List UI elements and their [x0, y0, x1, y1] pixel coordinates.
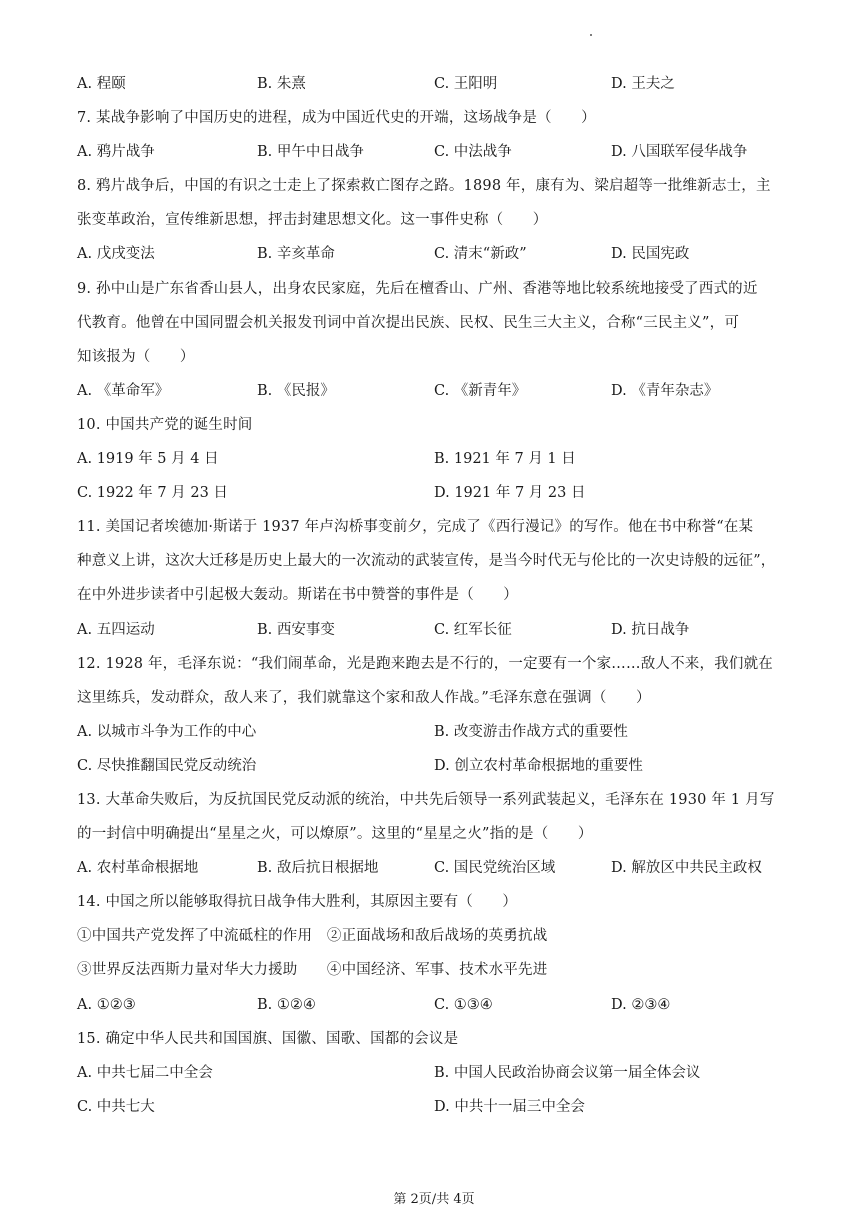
q14-option-d: D. ②③④: [611, 997, 671, 1013]
q12-stem-line-1: 12. 1928 年，毛泽东说：“我们闹革命，光是跑来跑去是不行的，一定要有一个家……敌人不来，我们就在: [77, 656, 773, 672]
q8-stem-line-1: 8. 鸦片战争后，中国的有识之士走上了探索救亡图存之路。1898 年，康有为、梁启超等一批维新志士，主: [77, 178, 771, 194]
q15-options-row-1: [77, 1063, 797, 1083]
q13-option-c: C. 国民党统治区域: [434, 860, 556, 876]
q9-stem-line-2: 代教育。他曾在中国同盟会机关报发刊词中首次提出民族、民权、民生三大主义，合称“三民主义”，可: [77, 315, 740, 331]
q13-option-a: A. 农村革命根据地: [77, 860, 199, 876]
q9-stem-line-1: 9. 孙中山是广东省香山县人，出身农民家庭，先后在檀香山、广州、香港等地比较系统地接受了西式的近: [77, 281, 758, 297]
q12-option-a: A. 以城市斗争为工作的中心: [77, 724, 257, 740]
q13-option-d: D. 解放区中共民主政权: [611, 860, 762, 876]
q11-option-b: B. 西安事变: [257, 622, 335, 638]
q11-option-c: C. 红军长征: [434, 622, 512, 638]
q11-stem-line-2: 种意义上讲，这次大迁移是历史上最大的一次流动的武装宣传，是当今时代无与伦比的一次史诗般的远征”，: [77, 553, 776, 569]
q10-option-a: A. 1919 年 5 月 4 日: [77, 451, 219, 467]
q11-stem-line-1: 11. 美国记者埃德加·斯诺于 1937 年卢沟桥事变前夕，完成了《西行漫记》的写作。他在书中称誉“在某: [77, 519, 754, 535]
q8-option-c: C. 清末“新政”: [434, 246, 527, 262]
q15-option-c: C. 中共七大: [77, 1099, 155, 1115]
q10-option-d: D. 1921 年 7 月 23 日: [434, 485, 586, 501]
q13-option-b: B. 敌后抗日根据地: [257, 860, 379, 876]
q10-options-row-2: [77, 483, 797, 503]
q15-stem: 15. 确定中华人民共和国国旗、国徽、国歌、国都的会议是: [77, 1031, 459, 1047]
q14-statements-2: ③世界反法西斯力量对华大力援助 ④中国经济、军事、技术水平先进: [77, 962, 548, 978]
q9-options: [77, 381, 797, 401]
q9-option-c: C. 《新青年》: [434, 383, 527, 399]
q7-option-d: D. 八国联军侵华战争: [611, 144, 748, 160]
q12-option-c: C. 尽快推翻国民党反动统治: [77, 758, 257, 774]
q7-option-a: A. 鸦片战争: [77, 144, 155, 160]
q11-stem-line-3: 在中外进步读者中引起极大轰动。斯诺在书中赞誉的事件是（ ）: [77, 587, 518, 603]
q15-option-d: D. 中共十一届三中全会: [434, 1099, 585, 1115]
q14-options: [77, 995, 797, 1015]
page-number-footer: 第 2页/共 4页: [393, 1192, 475, 1207]
q15-option-b: B. 中国人民政治协商会议第一届全体会议: [434, 1065, 701, 1081]
q14-statements-1: ①中国共产党发挥了中流砥柱的作用 ②正面战场和敌后战场的英勇抗战: [77, 928, 548, 944]
q15-option-a: A. 中共七届二中全会: [77, 1065, 213, 1081]
q12-options-row-2: [77, 756, 797, 776]
q7-options: [77, 142, 797, 162]
scan-dot: [590, 34, 592, 36]
q10-option-b: B. 1921 年 7 月 1 日: [434, 451, 576, 467]
q14-stem: 14. 中国之所以能够取得抗日战争伟大胜利，其原因主要有（ ）: [77, 894, 518, 910]
q6-options: [77, 74, 797, 94]
q10-options-row-1: [77, 449, 797, 469]
q6-option-d: D. 王夫之: [611, 76, 675, 92]
q12-stem-line-2: 这里练兵，发动群众，敌人来了，我们就靠这个家和敌人作战。”毛泽东意在强调（ ）: [77, 690, 651, 706]
q7-stem: 7. 某战争影响了中国历史的进程，成为中国近代史的开端，这场战争是（ ）: [77, 110, 596, 126]
q12-options-row-1: [77, 722, 797, 742]
q9-option-b: B. 《民报》: [257, 383, 335, 399]
q12-option-d: D. 创立农村革命根据地的重要性: [434, 758, 643, 774]
q8-option-d: D. 民国宪政: [611, 246, 690, 262]
q9-option-a: A. 《革命军》: [77, 383, 170, 399]
q14-option-b: B. ①②④: [257, 997, 316, 1013]
q14-option-a: A. ①②③: [77, 997, 136, 1013]
q6-option-a: A. 程颐: [77, 76, 126, 92]
q13-stem-line-1: 13. 大革命失败后，为反抗国民党反动派的统治，中共先后领导一系列武装起义，毛泽东在 1930 年 1 月写: [77, 792, 775, 808]
q9-stem-line-3: 知该报为（ ）: [77, 349, 195, 365]
q7-option-c: C. 中法战争: [434, 144, 512, 160]
q14-option-c: C. ①③④: [434, 997, 493, 1013]
q11-option-d: D. 抗日战争: [611, 622, 690, 638]
q6-option-c: C. 王阳明: [434, 76, 498, 92]
q8-option-a: A. 戊戌变法: [77, 246, 155, 262]
q6-option-b: B. 朱熹: [257, 76, 306, 92]
q13-stem-line-2: 的一封信中明确提出“星星之火，可以燎原”。这里的“星星之火”指的是（ ）: [77, 826, 593, 842]
q7-option-b: B. 甲午中日战争: [257, 144, 364, 160]
q11-option-a: A. 五四运动: [77, 622, 155, 638]
q8-stem-line-2: 张变革政治，宣传维新思想，抨击封建思想文化。这一事件史称（ ）: [77, 212, 548, 228]
q13-options: [77, 858, 797, 878]
q10-option-c: C. 1922 年 7 月 23 日: [77, 485, 228, 501]
q8-option-b: B. 辛亥革命: [257, 246, 335, 262]
q11-options: [77, 620, 797, 640]
q10-stem: 10. 中国共产党的诞生时间: [77, 417, 253, 433]
q15-options-row-2: [77, 1097, 797, 1117]
q8-options: [77, 244, 797, 264]
q9-option-d: D. 《青年杂志》: [611, 383, 719, 399]
q12-option-b: B. 改变游击作战方式的重要性: [434, 724, 628, 740]
